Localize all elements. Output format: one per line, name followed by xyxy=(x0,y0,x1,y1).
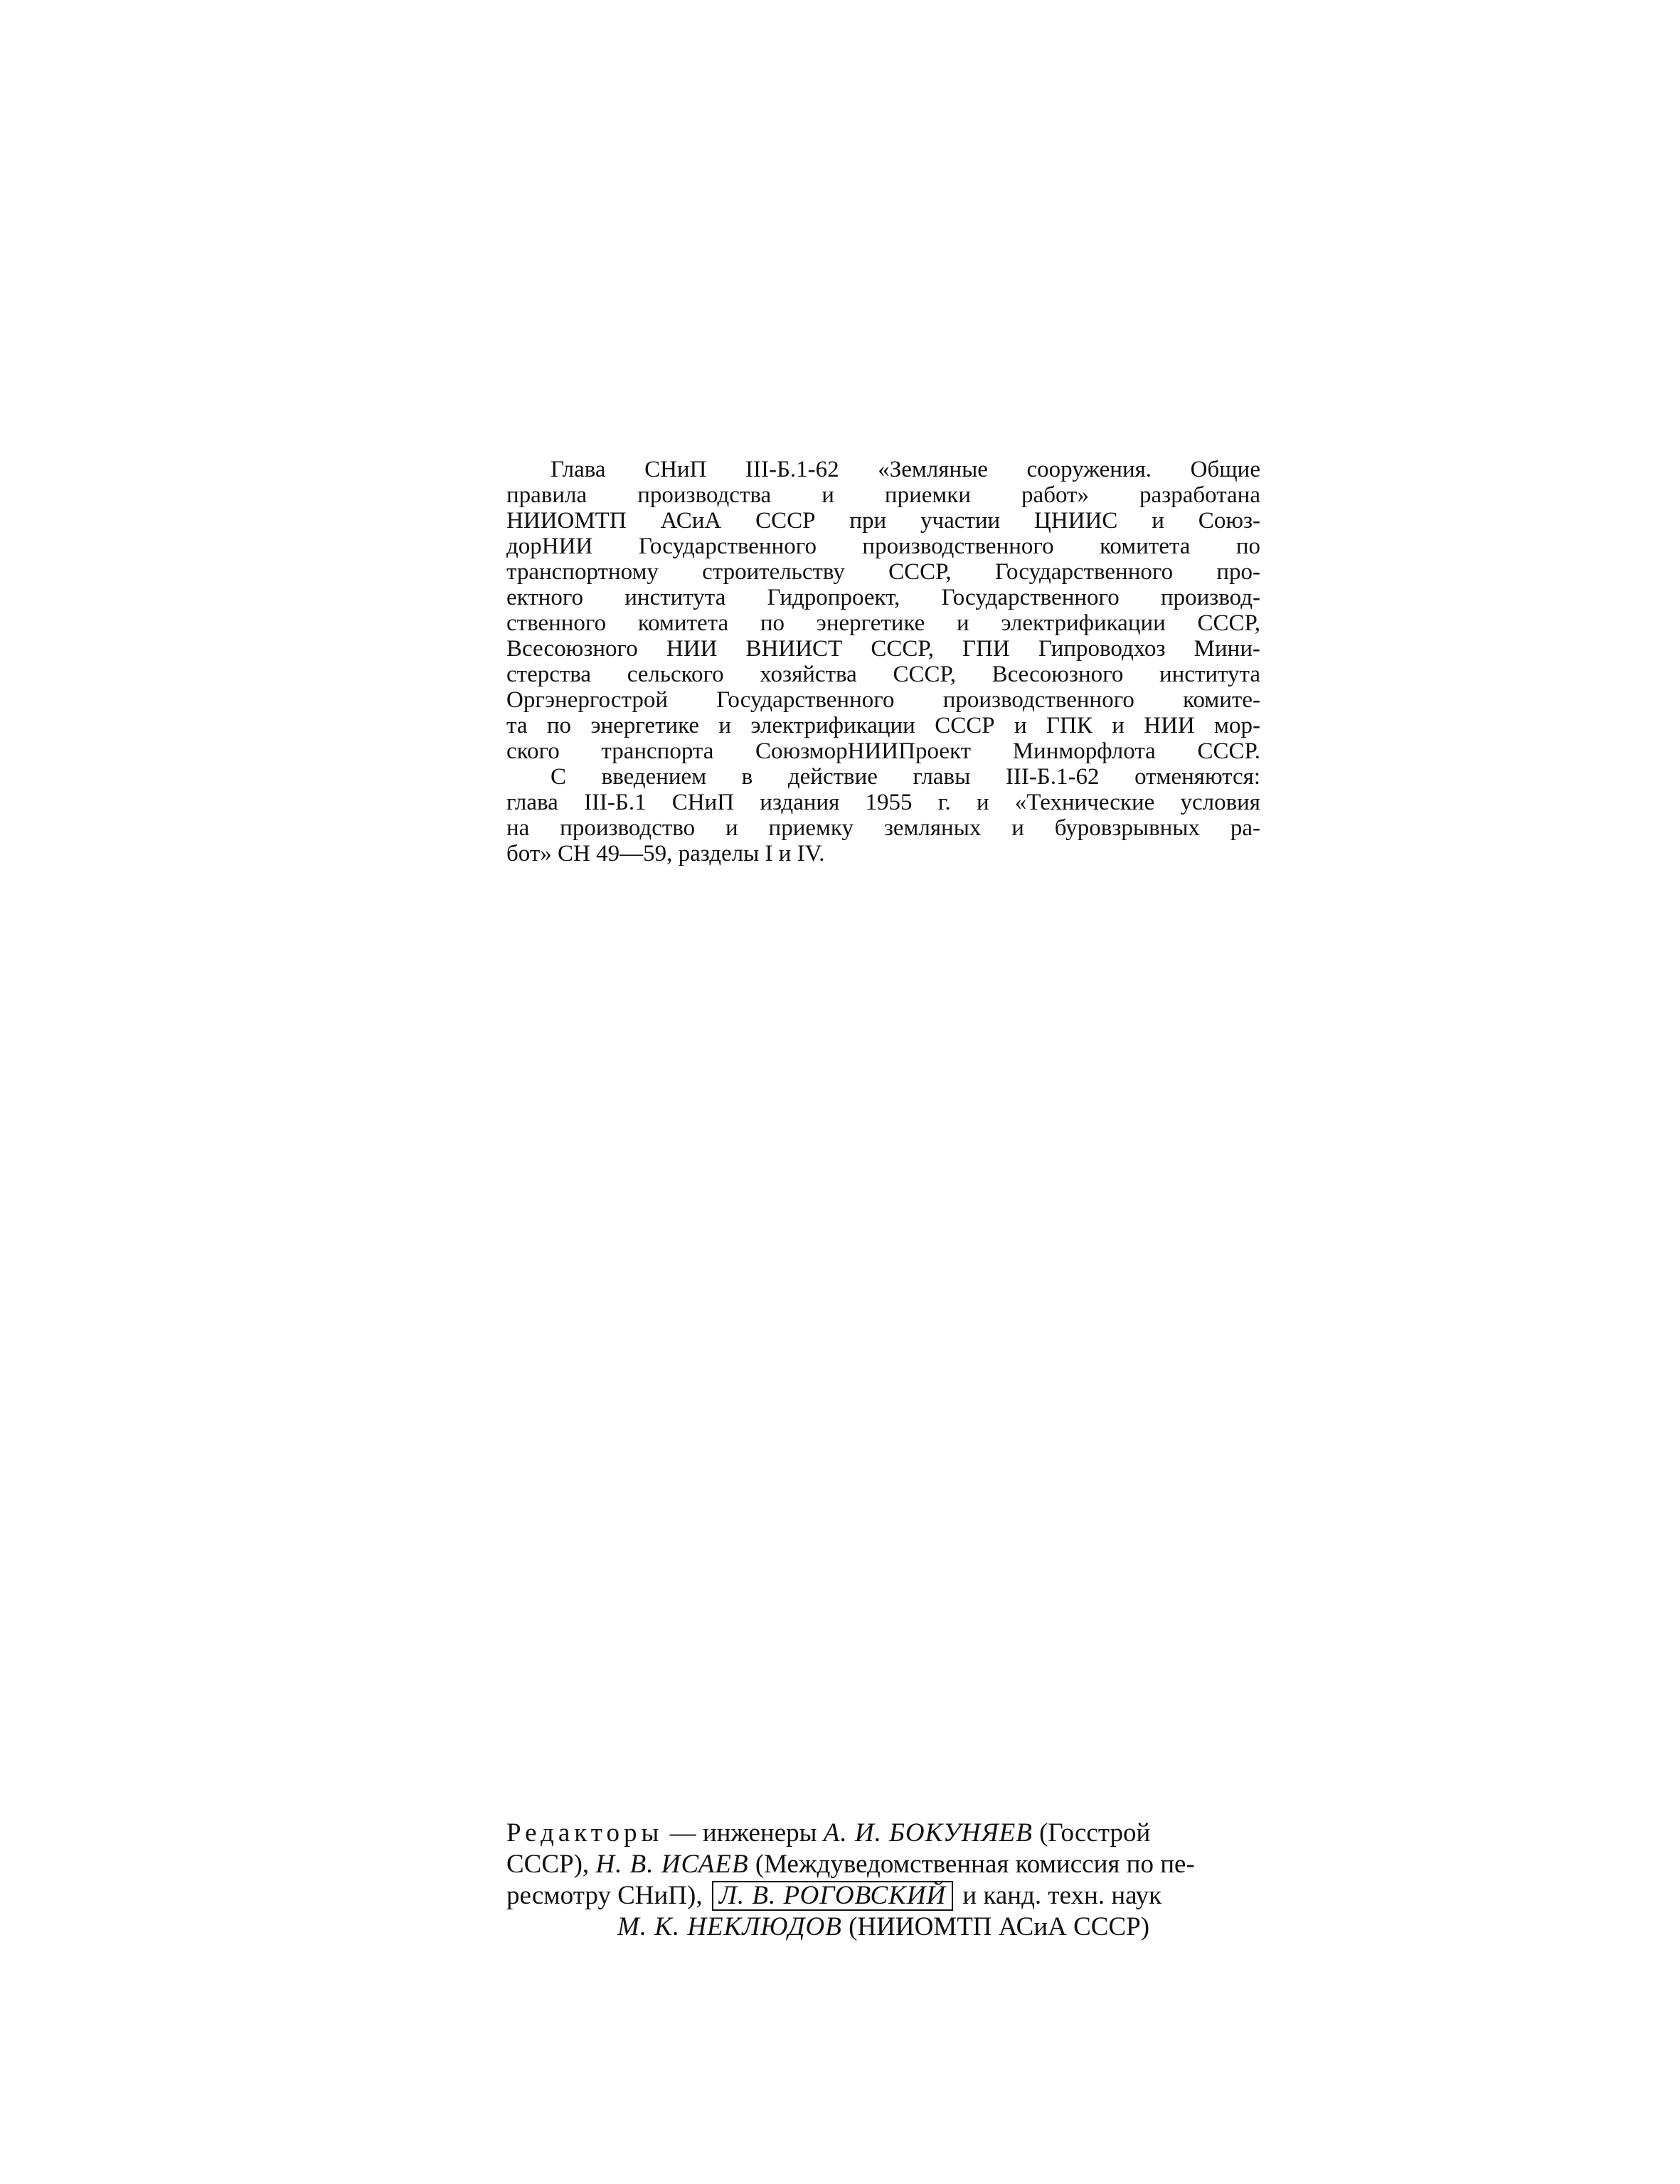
editor-org-gosstroy-open: (Госстрой xyxy=(1039,1818,1151,1848)
preface-text-block xyxy=(506,457,1260,866)
preface-line-10: Оргэнергострой Государственного производственного комите- xyxy=(506,687,1260,713)
editors-line-1 xyxy=(506,1818,1260,1849)
preface-line-9: стерства сельского хозяйства СССР, Всесоюзного института xyxy=(506,662,1260,687)
preface-line-12: ского транспорта СоюзморНИИПроект Минморфлота СССР. xyxy=(506,738,1260,764)
preface-line-15: на производство и приемку земляных и буровзрывных ра- xyxy=(506,815,1260,841)
preface-line-13: С введением в действие главы III-Б.1-62 отменяются: xyxy=(551,764,1260,790)
editor-org-gosstroy-close: СССР), xyxy=(506,1850,596,1879)
preface-line-3: НИИОМТП АСиА СССР при участии ЦНИИС и Союз- xyxy=(506,508,1260,534)
editor-name-neklyudov: М. К. НЕКЛЮДОВ xyxy=(617,1912,842,1941)
editors-line-2 xyxy=(506,1849,1260,1880)
preface-line-11: та по энергетике и электрификации СССР и ГПК и НИИ мор- xyxy=(506,713,1260,738)
editor-org-commission-line-2: ресмотру СНиП), xyxy=(506,1881,709,1910)
editors-dash-engineers: — инженеры xyxy=(669,1818,824,1848)
editor-name-bokunyaev: А. И. БОКУНЯЕВ xyxy=(823,1818,1033,1848)
preface-line-1: Глава СНиП III-Б.1-62 «Земляные сооружения. Общие xyxy=(551,457,1260,482)
editor-org-niiomtp: (НИИОМТП АСиА СССР) xyxy=(849,1912,1150,1941)
editors-label: Редакторы xyxy=(506,1818,664,1848)
editor-candidate-label: и канд. техн. наук xyxy=(962,1881,1162,1910)
editor-name-rogovsky-boxed: Л. В. РОГОВСКИЙ xyxy=(712,1881,953,1911)
preface-line-5: транспортному строительству СССР, Государственного про- xyxy=(506,559,1260,585)
preface-line-4: дорНИИ Государственного производственного комитета по xyxy=(506,534,1260,559)
preface-line-6: ектного института Гидропроект, Государственного производ- xyxy=(506,585,1260,610)
editors-line-4 xyxy=(506,1912,1260,1943)
preface-line-8: Всесоюзного НИИ ВНИИСТ СССР, ГПИ Гипроводхоз Мини- xyxy=(506,636,1260,662)
preface-line-16: бот» СН 49—59, разделы I и IV. xyxy=(506,841,825,866)
preface-line-7: ственного комитета по энергетике и электрификации СССР, xyxy=(506,610,1260,636)
editor-name-isaev: Н. В. ИСАЕВ xyxy=(595,1850,749,1879)
editor-org-commission-line-1: (Междуведомственная комиссия по пе- xyxy=(755,1850,1195,1879)
preface-line-14: глава III-Б.1 СНиП издания 1955 г. и «Технические условия xyxy=(506,790,1260,815)
preface-line-2: правила производства и приемки работ» разработана xyxy=(506,482,1260,508)
editors-line-3 xyxy=(506,1880,1260,1912)
editors-block xyxy=(506,1818,1260,1943)
